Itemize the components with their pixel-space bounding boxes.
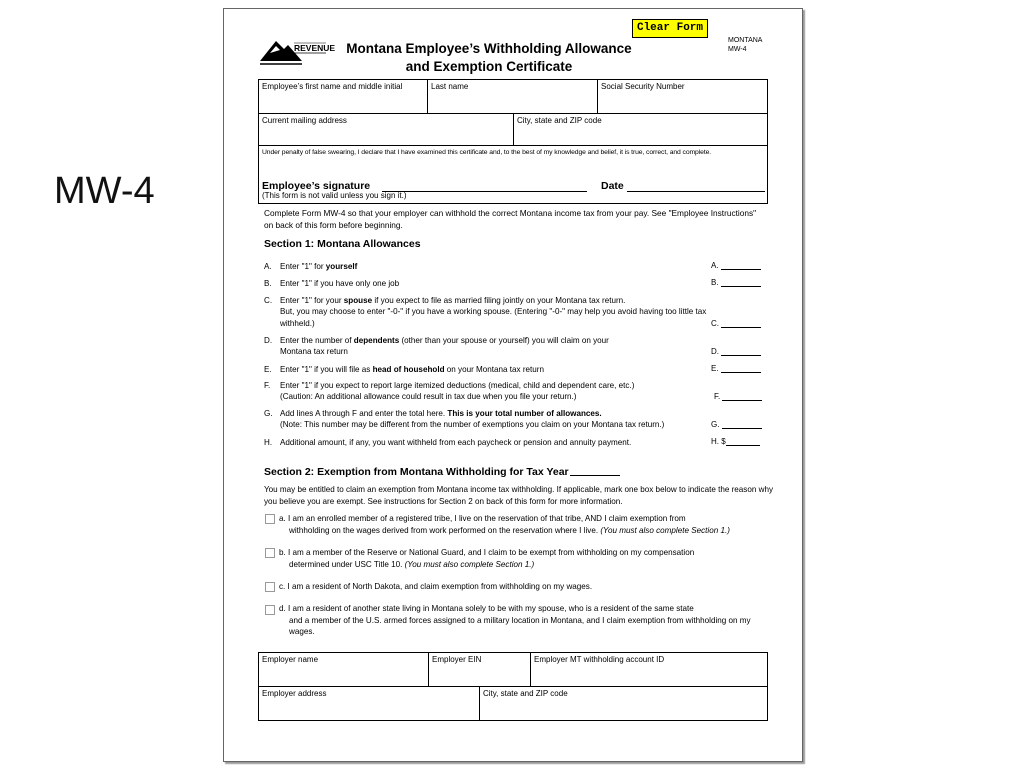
answer-b[interactable]: B. (711, 278, 765, 288)
employer-name-label: Employer name (262, 655, 319, 664)
signature-block (258, 145, 768, 204)
mountain-logo-icon (258, 33, 336, 67)
employer-address-label: Employer address (262, 689, 327, 698)
mailing-address-input[interactable] (262, 132, 510, 141)
line-text: Enter "1" for your spouse if you expect to file as married filing jointly on your Montana tax return. But, you may choose to enter "-0-" if you have a working spouse. (Entering "-0-" may help you avoid having too little tax withheld.) (280, 296, 707, 328)
clear-form-button[interactable]: Clear Form (632, 19, 708, 38)
employee-info-table (258, 79, 768, 146)
employer-mt-id-cell (531, 653, 767, 687)
line-text: Enter the number of dependents (other than your spouse or yourself) you will claim on your Montana tax return (280, 336, 609, 357)
answer-e[interactable]: E. (711, 364, 765, 374)
declaration-text: Under penalty of false swearing, I declare that I have examined this certificate and, to the best of my knowledge and belief, it is true, correct, and complete. (262, 149, 712, 156)
employer-name-input[interactable] (262, 671, 425, 680)
date-label: Date (601, 180, 624, 192)
answer-d[interactable]: D. (711, 347, 765, 357)
section1-heading: Section 1: Montana Allowances (264, 238, 421, 250)
form-title (334, 40, 644, 76)
exemption-option-c: c. I am a resident of North Dakota, and claim exemption from withholding on my wages. (279, 582, 593, 591)
exemption-option-a: a. I am an enrolled member of a registered tribe, I live on the reservation of that tribe, AND I claim exemption from withholding on the wages derived from work performed on the reservation where I live. (You must also complete Section 1.) (279, 514, 730, 535)
form-title-line1: Montana Employee’s Withholding Allowance (346, 41, 632, 56)
employer-mt-id-input[interactable] (534, 671, 764, 680)
employer-name-cell (259, 653, 429, 687)
exemption-option-d: d. I am a resident of another state living in Montana solely to be with my spouse, who is a resident of the same state and a member of the U.S. armed forces assigned to a military location in Montana, and I claim exemption from withholding on my wages. (279, 604, 751, 637)
signature-label: Employee’s signature (262, 180, 371, 192)
form-title-line2: and Exemption Certificate (405, 59, 573, 75)
signature-field[interactable] (382, 190, 587, 192)
employer-address-cell (259, 687, 480, 720)
line-letter: C. (264, 296, 273, 305)
corner-state: MONTANA (728, 37, 763, 44)
line-letter: H. (264, 438, 273, 447)
section2-intro: You may be entitled to claim an exemption from Montana income tax withholding. If applicable, mark one box below to indicate the reason why you believe you are exempt. See instructions for Section 2 on back of this form for more information. (264, 485, 773, 506)
exemption-checkbox-c[interactable] (265, 582, 275, 592)
answer-g[interactable]: G. (711, 420, 765, 430)
logo-revenue-text: REVENUE (294, 43, 336, 53)
city-state-zip-input[interactable] (517, 132, 764, 141)
ssn-cell (598, 80, 767, 114)
first-name-input[interactable] (262, 98, 424, 107)
employer-mt-id-label: Employer MT withholding account ID (534, 655, 665, 664)
city-state-zip-label: City, state and ZIP code (517, 116, 602, 125)
answer-a[interactable]: A. (711, 261, 765, 271)
last-name-input[interactable] (431, 98, 594, 107)
montana-revenue-logo (258, 33, 336, 67)
line-text: Enter "1" if you will file as head of household on your Montana tax return (280, 365, 544, 374)
last-name-label: Last name (431, 82, 469, 91)
line-text: Enter "1" if you have only one job (280, 279, 400, 288)
employer-info-table (258, 652, 768, 721)
form-corner-id (728, 36, 762, 55)
line-letter: D. (264, 336, 273, 345)
line-letter: E. (264, 365, 272, 374)
mailing-address-cell (259, 114, 514, 145)
answer-c[interactable]: C. (711, 319, 765, 329)
line-text: Enter "1" for yourself (280, 262, 358, 271)
exemption-checkbox-b[interactable] (265, 548, 275, 558)
line-letter: G. (264, 409, 273, 418)
signature-note: (This form is not valid unless you sign it.) (262, 191, 407, 200)
line-letter: F. (264, 381, 271, 390)
mailing-address-label: Current mailing address (262, 116, 347, 125)
line-letter: B. (264, 279, 272, 288)
corner-form-code: MW-4 (728, 46, 747, 54)
first-name-label: Employee’s first name and middle initial (262, 82, 403, 91)
first-name-cell (259, 80, 428, 114)
ssn-label: Social Security Number (601, 82, 685, 91)
line-letter: A. (264, 262, 272, 271)
line-text: Add lines A through F and enter the total here. This is your total number of allowances. (Note: This number may be different from the number of exemptions you claim on your Montana tax return.) (280, 409, 665, 430)
line-text: Enter "1" if you expect to report large itemized deductions (medical, child and dependent care, etc.) (Caution: An additional allowance could result in tax due when you file your return.) (280, 381, 635, 402)
employer-city-state-zip-cell (480, 687, 767, 720)
form-intro-text: Complete Form MW-4 so that your employer can withhold the correct Montana income tax from your pay. See "Employee Instructions" on back of this form before beginning. (264, 208, 757, 231)
mw4-form-page (223, 8, 803, 762)
employer-ein-cell (429, 653, 531, 687)
employer-city-state-zip-input[interactable] (483, 705, 764, 714)
last-name-cell (428, 80, 598, 114)
employer-ein-label: Employer EIN (432, 655, 482, 664)
city-state-zip-cell (514, 114, 767, 145)
answer-h[interactable]: H. $ (711, 437, 765, 447)
employer-ein-input[interactable] (432, 671, 527, 680)
ssn-input[interactable] (601, 98, 764, 107)
exemption-checkbox-a[interactable] (265, 514, 275, 524)
date-field[interactable] (627, 190, 765, 192)
employer-address-input[interactable] (262, 705, 476, 714)
slide-title: MW-4 (54, 170, 155, 212)
answer-f[interactable]: F. (714, 392, 768, 402)
employer-city-state-zip-label: City, state and ZIP code (483, 689, 568, 698)
tax-year-field[interactable] (570, 466, 620, 476)
exemption-option-b: b. I am a member of the Reserve or National Guard, and I claim to be exempt from withholding on my compensation determined under USC Title 10. (You must also complete Section 1.) (279, 548, 695, 569)
exemption-checkbox-d[interactable] (265, 605, 275, 615)
section2-heading: Section 2: Exemption from Montana Withholding for Tax Year (264, 466, 620, 479)
line-text: Additional amount, if any, you want withheld from each paycheck or pension and annuity payment. (280, 438, 632, 447)
